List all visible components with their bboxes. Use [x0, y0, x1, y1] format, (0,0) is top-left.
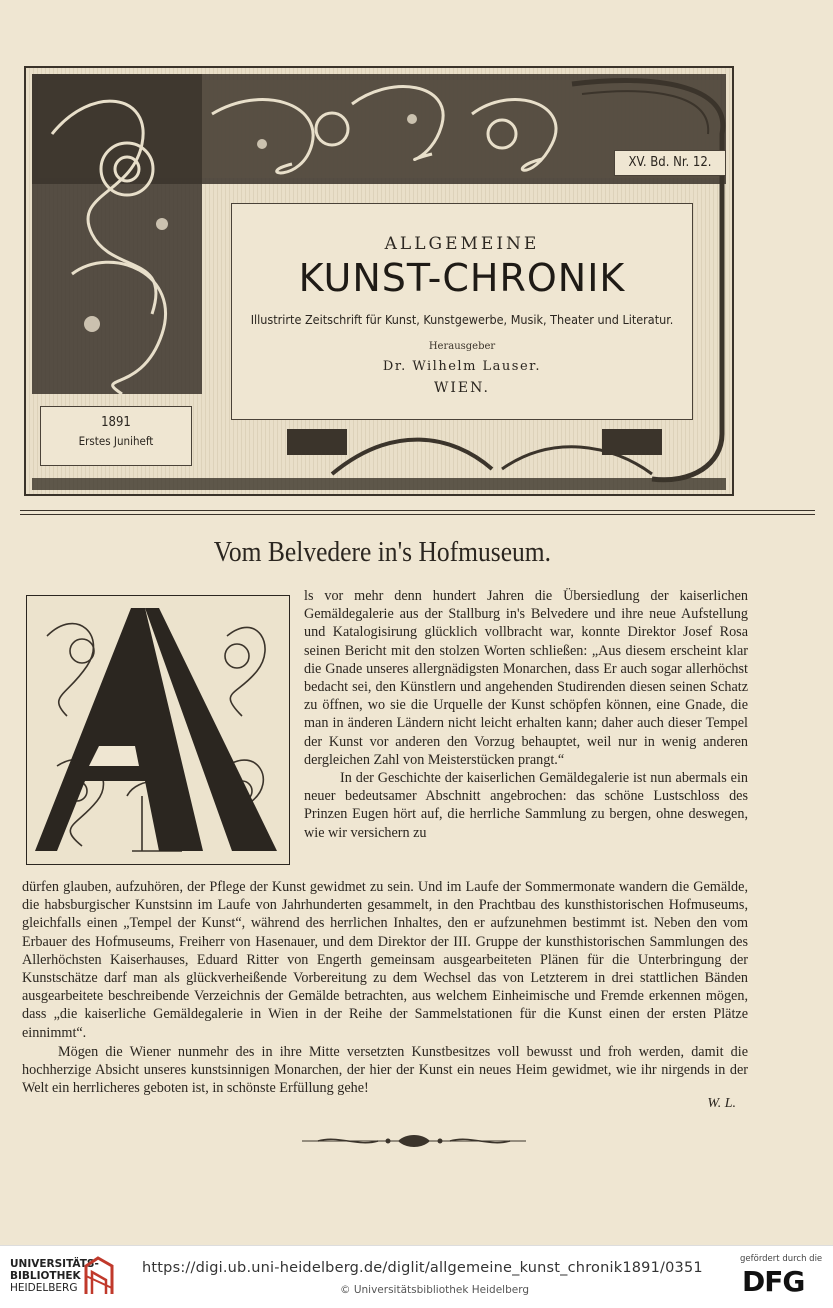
editor-label: Herausgeber [428, 341, 496, 352]
permalink-url[interactable]: https://digi.ub.uni-heidelberg.de/diglit/allgemeine_kunst_chronik1891/0351 [142, 1260, 703, 1276]
title-panel [231, 203, 693, 420]
article-column-narrow [304, 587, 748, 842]
viewer-footer [0, 1245, 833, 1308]
uni-line-3: HEIDELBERG [10, 1282, 78, 1294]
header-rule-thin [20, 514, 815, 515]
article-column-wide [22, 878, 748, 1042]
funding-note: gefördert durch die [740, 1254, 823, 1264]
copyright-notice: © Universitätsbibliothek Heidelberg [340, 1284, 530, 1296]
dropcap-illustration [27, 596, 288, 863]
paragraph-2-start: In der Geschichte der kaiserlichen Gemäldegalerie ist nun abermals ein neuer bedeutsamer Abschnitt angebrochen: das schöne Lustschloss des Prinzen Eugen hört auf, die herrliche Sammlung zu bergen, ohne deswegen, wie wir versichern zu [304, 770, 748, 841]
library-logo-icon[interactable] [82, 1256, 116, 1298]
header-rule [20, 510, 815, 511]
pre-title: ALLGEMEINE [384, 234, 540, 254]
uni-line-2: BIBLIOTHEK [10, 1270, 81, 1282]
paragraph-3: Mögen die Wiener nunmehr des in ihre Mitte versetzten Kunstbesitzes voll bewusst und froh werden, damit die hochherzige Absicht unseres kunstsinnigen Monarchen, der hier der Kunst ein neues Heim gewidmet, wie ihr nirgends in der Welt ein herrlicheres geboten ist, in schönste Erfüllung gehe! [22, 1044, 748, 1097]
ornamental-divider [298, 1133, 530, 1149]
masthead [24, 66, 734, 496]
issue-year: 1891 [101, 415, 131, 430]
article-title: Vom Belvedere in's Hofmuseum. [213, 536, 552, 568]
publication-city: WIEN. [434, 380, 490, 396]
paragraph-2-rest: dürfen glauben, aufzuhören, der Pflege der Kunst gewidmet zu sein. Und im Laufe der Sommermonate wandern die Gemälde, die habsburgischer Kunstsinn im Laufe von Jahrhunderten gesammelt, in den Prachtbau des kunsthistorischen Hofmuseums, gleichfalls einen „Tempel der Kunst“, während des herrlichen Inhaltes, den er aufzunehmen bestimmt ist. Neben den vom Erbauer des Hofmuseums, Freiherr von Hasenauer, und dem Direktor der III. Gruppe der kunsthistorischen Sammlungen des Allerhöchsten Kaiserhauses, Eduard Ritter von Engerth gemeinsam ausgearbeiteten Plänen für die Unterbringung der Kunstschätze darf man als glückverheißende Vorbereitung zu dem Wechsel das von Letzterem in drei stattlichen Bänden ausgearbeitete beschreibende Verzeichnis der Gemälde betrachten, aus welchem Einheimische und Fremde erkennen mögen, dass „die kaiserliche Gemäldegalerie in Wien in der Reihe der Sammelstationen für die Kunst einen der ersten Plätze einnimmt“. [22, 879, 748, 1041]
journal-subtitle: Illustrirte Zeitschrift für Kunst, Kunstgewerbe, Musik, Theater und Literatur. [250, 312, 674, 327]
dfg-logo[interactable]: DFG [742, 1265, 805, 1298]
ornamental-dropcap [26, 595, 290, 865]
volume-number: XV. Bd. Nr. 12. [614, 150, 726, 176]
issue-name: Erstes Juniheft [78, 434, 154, 448]
uni-line-1: UNIVERSITÄTS- [10, 1258, 99, 1270]
issue-box [40, 406, 192, 466]
article-column-final [22, 1043, 748, 1098]
journal-title: KUNST-CHRONIK [298, 256, 626, 300]
author-signature: W. L. [707, 1096, 736, 1111]
dropcap-letter: A [27, 596, 28, 597]
editor-name: Dr. Wilhelm Lauser. [382, 359, 542, 374]
paragraph-1: ls vor mehr denn hundert Jahren die Übersiedlung der kaiserlichen Gemäldegalerie aus der Stallburg in's Belvedere und ihre neue Aufstellung und Katalogisirung glücklich vollbracht war, konnte Direktor Josef Rosa seinen Bericht mit den stolzen Worten schließen: „Aus diesem erscheint klar die Gnade unseres allergnädigsten Monarchen, dass Er auch sogar allerhöchst bedacht sei, den Künstlern und angehenden Studirenden diesen seinen Schatz zu öffnen, wo sie die Urquelle der Kunst schöpfen können, eine Gnade, die man in änderen Ländern nicht leicht erhalten kann; daher auch dieser Tempel der Kunst vor anderen den Vorzug behauptet, weil nur in wenig anderen dergleichen Zahl von Meisterstücken prangt.“ [304, 588, 748, 768]
